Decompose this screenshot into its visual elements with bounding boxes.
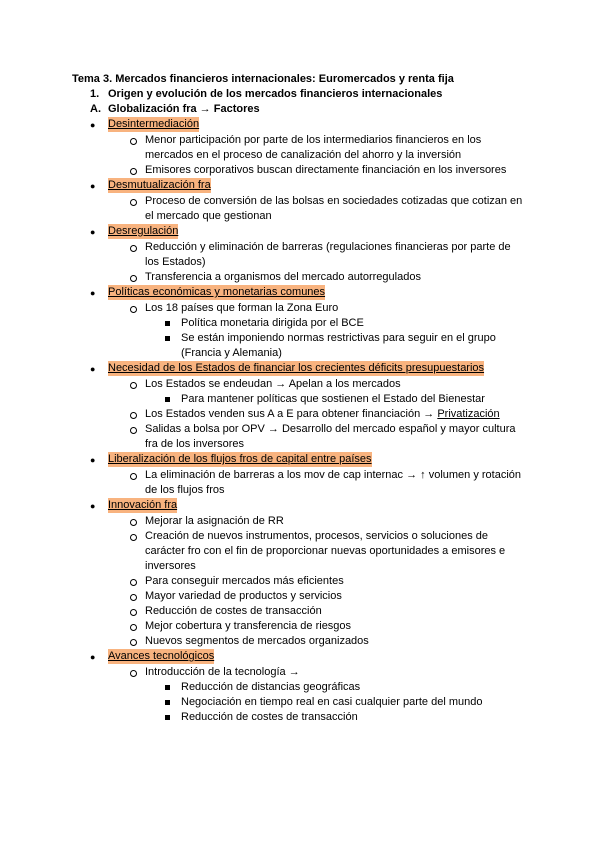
bullet-dot-icon: ●	[90, 652, 96, 662]
list-item-text: Los Estados se endeudan → Apelan a los mercados	[145, 378, 401, 390]
list-item-text: Menor participación por parte de los intermediarios financieros en los	[145, 134, 482, 146]
list-item-text: Negociación en tiempo real en casi cualquier parte del mundo	[181, 696, 483, 708]
heading-avances: Avances tecnológicos	[108, 650, 215, 662]
section-1-heading: Origen y evolución de los mercados financieros internacionales	[108, 88, 443, 100]
bullet-dot-icon: ●	[90, 455, 96, 465]
list-item-text: Política monetaria dirigida por el BCE	[181, 317, 364, 329]
section-a-letter: A.	[90, 103, 101, 115]
bullet-dot-icon: ●	[90, 364, 96, 374]
hollow-circle-icon	[130, 519, 137, 526]
hollow-circle-icon	[130, 579, 137, 586]
list-item-text: Se están imponiendo normas restrictivas para seguir en el grupo	[181, 332, 496, 344]
hollow-circle-icon	[130, 199, 137, 206]
hollow-circle-icon	[130, 609, 137, 616]
list-item-text: (Francia y Alemania)	[181, 347, 282, 359]
list-item-text: Creación de nuevos instrumentos, procesos, servicios o soluciones de	[145, 530, 489, 542]
heading-liberalizacion: Liberalización de los flujos fros de capital entre países	[108, 453, 372, 465]
heading-desintermediacion: Desintermediación	[108, 118, 200, 130]
list-item-text: de los flujos fros	[145, 484, 225, 496]
list-item-text	[145, 407, 500, 422]
heading-necesidad: Necesidad de los Estados de financiar los crecientes déficits presupuestarios	[108, 362, 485, 374]
list-item-text: Mejor cobertura y transferencia de riesgos	[145, 620, 352, 632]
bullet-dot-icon: ●	[90, 227, 96, 237]
hollow-circle-icon	[130, 473, 137, 480]
list-item-text: Reducción de distancias geográficas	[181, 681, 361, 693]
list-item-text: Emisores corporativos buscan directamente financiación en los inversores	[145, 164, 507, 176]
bullet-dot-icon: ●	[90, 501, 96, 511]
heading-desmutualizacion: Desmutualización fra	[108, 179, 211, 191]
square-bullet-icon	[165, 336, 170, 341]
section-1-number: 1.	[90, 88, 100, 100]
list-item-text: Reducción de costes de transacción	[145, 605, 322, 617]
hollow-circle-icon	[130, 382, 137, 389]
list-item-text: carácter fro con el fin de proporcionar nuevas oportunidades a emisores e	[145, 545, 506, 557]
list-item-text: Para conseguir mercados más eficientes	[145, 575, 344, 587]
hollow-circle-icon	[130, 594, 137, 601]
hollow-circle-icon	[130, 427, 137, 434]
list-item-text: Transferencia a organismos del mercado autorregulados	[145, 271, 421, 283]
list-item-text: mercados en el proceso de canalización del ahorro y la inversión	[145, 149, 462, 161]
list-item-text: Mejorar la asignación de RR	[145, 515, 284, 527]
list-item-text: Salidas a bolsa por OPV → Desarrollo del mercado español y mayor cultura	[145, 423, 516, 435]
list-item-text: Introducción de la tecnología →	[145, 666, 300, 678]
list-item-text: Proceso de conversión de las bolsas en sociedades cotizadas que cotizan en	[145, 195, 523, 207]
list-item-text: fra de los inversores	[145, 438, 245, 450]
square-bullet-icon	[165, 700, 170, 705]
list-item-text: La eliminación de barreras a los mov de cap internac → ↑ volumen y rotación	[145, 469, 522, 481]
square-bullet-icon	[165, 321, 170, 326]
bullet-dot-icon: ●	[90, 120, 96, 130]
list-item-text: Reducción y eliminación de barreras (regulaciones financieras por parte de	[145, 241, 511, 253]
list-item-text: Mayor variedad de productos y servicios	[145, 590, 342, 602]
list-item-text: Reducción de costes de transacción	[181, 711, 358, 723]
square-bullet-icon	[165, 715, 170, 720]
privatizacion-underlined: Privatización	[437, 408, 500, 420]
hollow-circle-icon	[130, 138, 137, 145]
hollow-circle-icon	[130, 306, 137, 313]
list-item-text: el mercado que gestionan	[145, 210, 272, 222]
bullet-dot-icon: ●	[90, 181, 96, 191]
list-item-text: Nuevos segmentos de mercados organizados	[145, 635, 369, 647]
hollow-circle-icon	[130, 168, 137, 175]
section-a-heading: Globalización fra → Factores	[108, 103, 260, 115]
hollow-circle-icon	[130, 245, 137, 252]
heading-innovacion: Innovación fra	[108, 499, 178, 511]
list-item-text: los Estados)	[145, 256, 206, 268]
hollow-circle-icon	[130, 534, 137, 541]
hollow-circle-icon	[130, 639, 137, 646]
hollow-circle-icon	[130, 624, 137, 631]
list-item-text: Para mantener políticas que sostienen el Estado del Bienestar	[181, 393, 485, 405]
hollow-circle-icon	[130, 670, 137, 677]
square-bullet-icon	[165, 397, 170, 402]
list-item-text: inversores	[145, 560, 196, 572]
square-bullet-icon	[165, 685, 170, 690]
hollow-circle-icon	[130, 275, 137, 282]
list-item-text-part: Los Estados venden sus A a E para obtener financiación →	[145, 408, 435, 420]
document-title: Tema 3. Mercados financieros internacionales: Euromercados y renta fija	[72, 73, 454, 85]
bullet-dot-icon: ●	[90, 288, 96, 298]
hollow-circle-icon	[130, 412, 137, 419]
list-item-text: Los 18 países que forman la Zona Euro	[145, 302, 339, 314]
heading-desregulacion: Desregulación	[108, 225, 179, 237]
heading-politicas: Políticas económicas y monetarias comunes	[108, 286, 326, 298]
